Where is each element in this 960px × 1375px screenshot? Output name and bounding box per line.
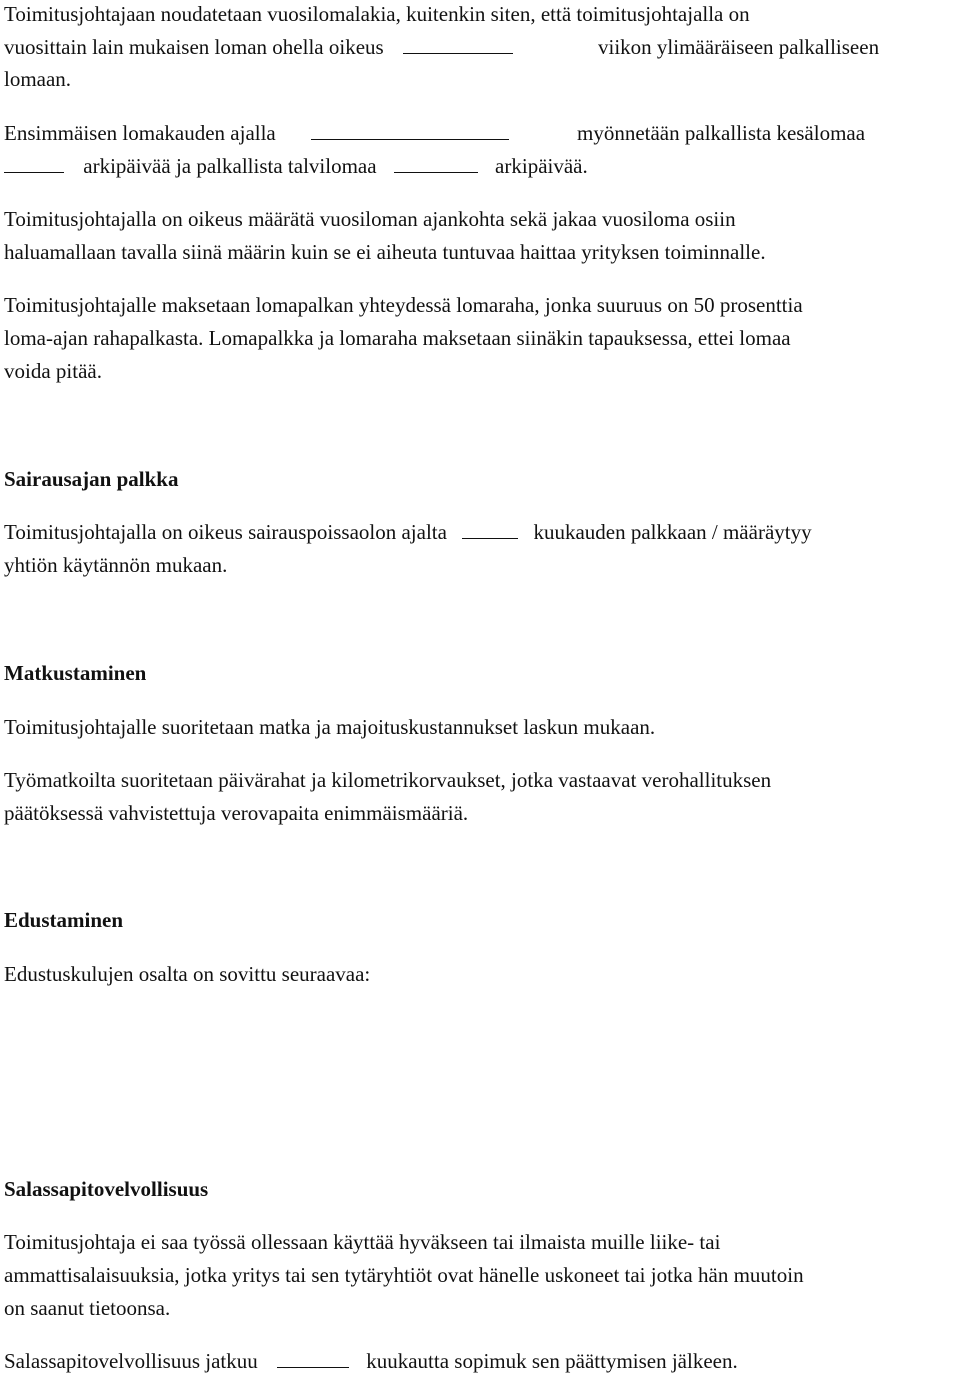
vacation-p2-line1-text-b: myönnetään palkallista kesälomaa	[577, 121, 866, 145]
extra-vacation-weeks-blank[interactable]	[403, 35, 513, 54]
travel-heading: Matkustaminen	[4, 661, 147, 685]
representation-p1: Edustuskulujen osalta on sovittu seuraavaa:	[4, 962, 371, 986]
confidentiality-p2-text-b: kuukautta sopimuk sen päättymisen jälkeen.	[366, 1349, 738, 1373]
vacation-p3-line2: haluamallaan tavalla siinä määrin kuin se ei aiheuta tuntuvaa haittaa yrityksen toiminnalle.	[4, 240, 766, 264]
vacation-p2-line2	[4, 154, 588, 180]
vacation-p1-line2-text-b: viikon ylimääräiseen palkalliseen	[598, 35, 880, 59]
vacation-p3-line1: Toimitusjohtajalla on oikeus määrätä vuosiloman ajankohta sekä jakaa vuosiloma osiin	[4, 207, 736, 231]
vacation-p4-line2: loma-ajan rahapalkasta. Lomapalkka ja lomaraha maksetaan siinäkin tapauksessa, ettei lomaa	[4, 326, 791, 350]
travel-p1: Toimitusjohtajalle suoritetaan matka ja majoituskustannukset laskun mukaan.	[4, 715, 656, 739]
sick-pay-line1	[4, 520, 812, 546]
first-period-blank[interactable]	[311, 121, 509, 140]
vacation-p1-line1: Toimitusjohtajaan noudatetaan vuosilomalakia, kuitenkin siten, että toimitusjohtajalla on	[4, 2, 750, 26]
sick-pay-line1-text-b: kuukauden palkkaan / määräytyy	[533, 520, 812, 544]
confidentiality-p1-line3: on saanut tietoonsa.	[4, 1296, 171, 1320]
vacation-p1-line2	[4, 35, 948, 61]
vacation-p1-line3: lomaan.	[4, 67, 72, 91]
confidentiality-heading: Salassapitovelvollisuus	[4, 1177, 209, 1201]
travel-p2-line1: Työmatkoilta suoritetaan päivärahat ja kilometrikorvaukset, jotka vastaavat verohallituksen	[4, 768, 772, 792]
vacation-p2-line2-text-b: arkipäivää.	[495, 154, 588, 178]
vacation-p2-line2-text-a: arkipäivää ja palkallista talvilomaa	[83, 154, 377, 178]
vacation-p4-line3: voida pitää.	[4, 359, 102, 383]
confidentiality-p1-line1: Toimitusjohtaja ei saa työssä ollessaan käyttää hyväkseen tai ilmaista muille liike- tai	[4, 1230, 721, 1254]
vacation-p4-line1: Toimitusjohtajalle maksetaan lomapalkan yhteydessä lomaraha, jonka suuruus on 50 prosenttia	[4, 293, 803, 317]
vacation-p1-line2-text-a: vuosittain lain mukaisen loman ohella oikeus	[4, 35, 384, 59]
confidentiality-p2-text-a: Salassapitovelvollisuus jatkuu	[4, 1349, 258, 1373]
confidentiality-p1-line2: ammattisalaisuuksia, jotka yritys tai sen tytäryhtiöt ovat hänelle uskoneet tai jotka hän muutoin	[4, 1263, 804, 1287]
sick-pay-heading: Sairausajan palkka	[4, 467, 179, 491]
sick-pay-months-blank[interactable]	[462, 520, 518, 539]
sick-pay-line2: yhtiön käytännön mukaan.	[4, 553, 228, 577]
travel-p2-line2: päätöksessä vahvistettuja verovapaita enimmäismääriä.	[4, 801, 469, 825]
vacation-p2-line1	[4, 121, 948, 147]
confidentiality-months-blank[interactable]	[277, 1349, 349, 1368]
representation-heading: Edustaminen	[4, 908, 124, 932]
winter-vacation-days-blank[interactable]	[394, 154, 478, 173]
sick-pay-line1-text-a: Toimitusjohtajalla on oikeus sairauspoissaolon ajalta	[4, 520, 447, 544]
vacation-p2-line1-text-a: Ensimmäisen lomakauden ajalla	[4, 121, 276, 145]
confidentiality-p2	[4, 1349, 738, 1375]
summer-vacation-days-blank[interactable]	[4, 154, 64, 173]
